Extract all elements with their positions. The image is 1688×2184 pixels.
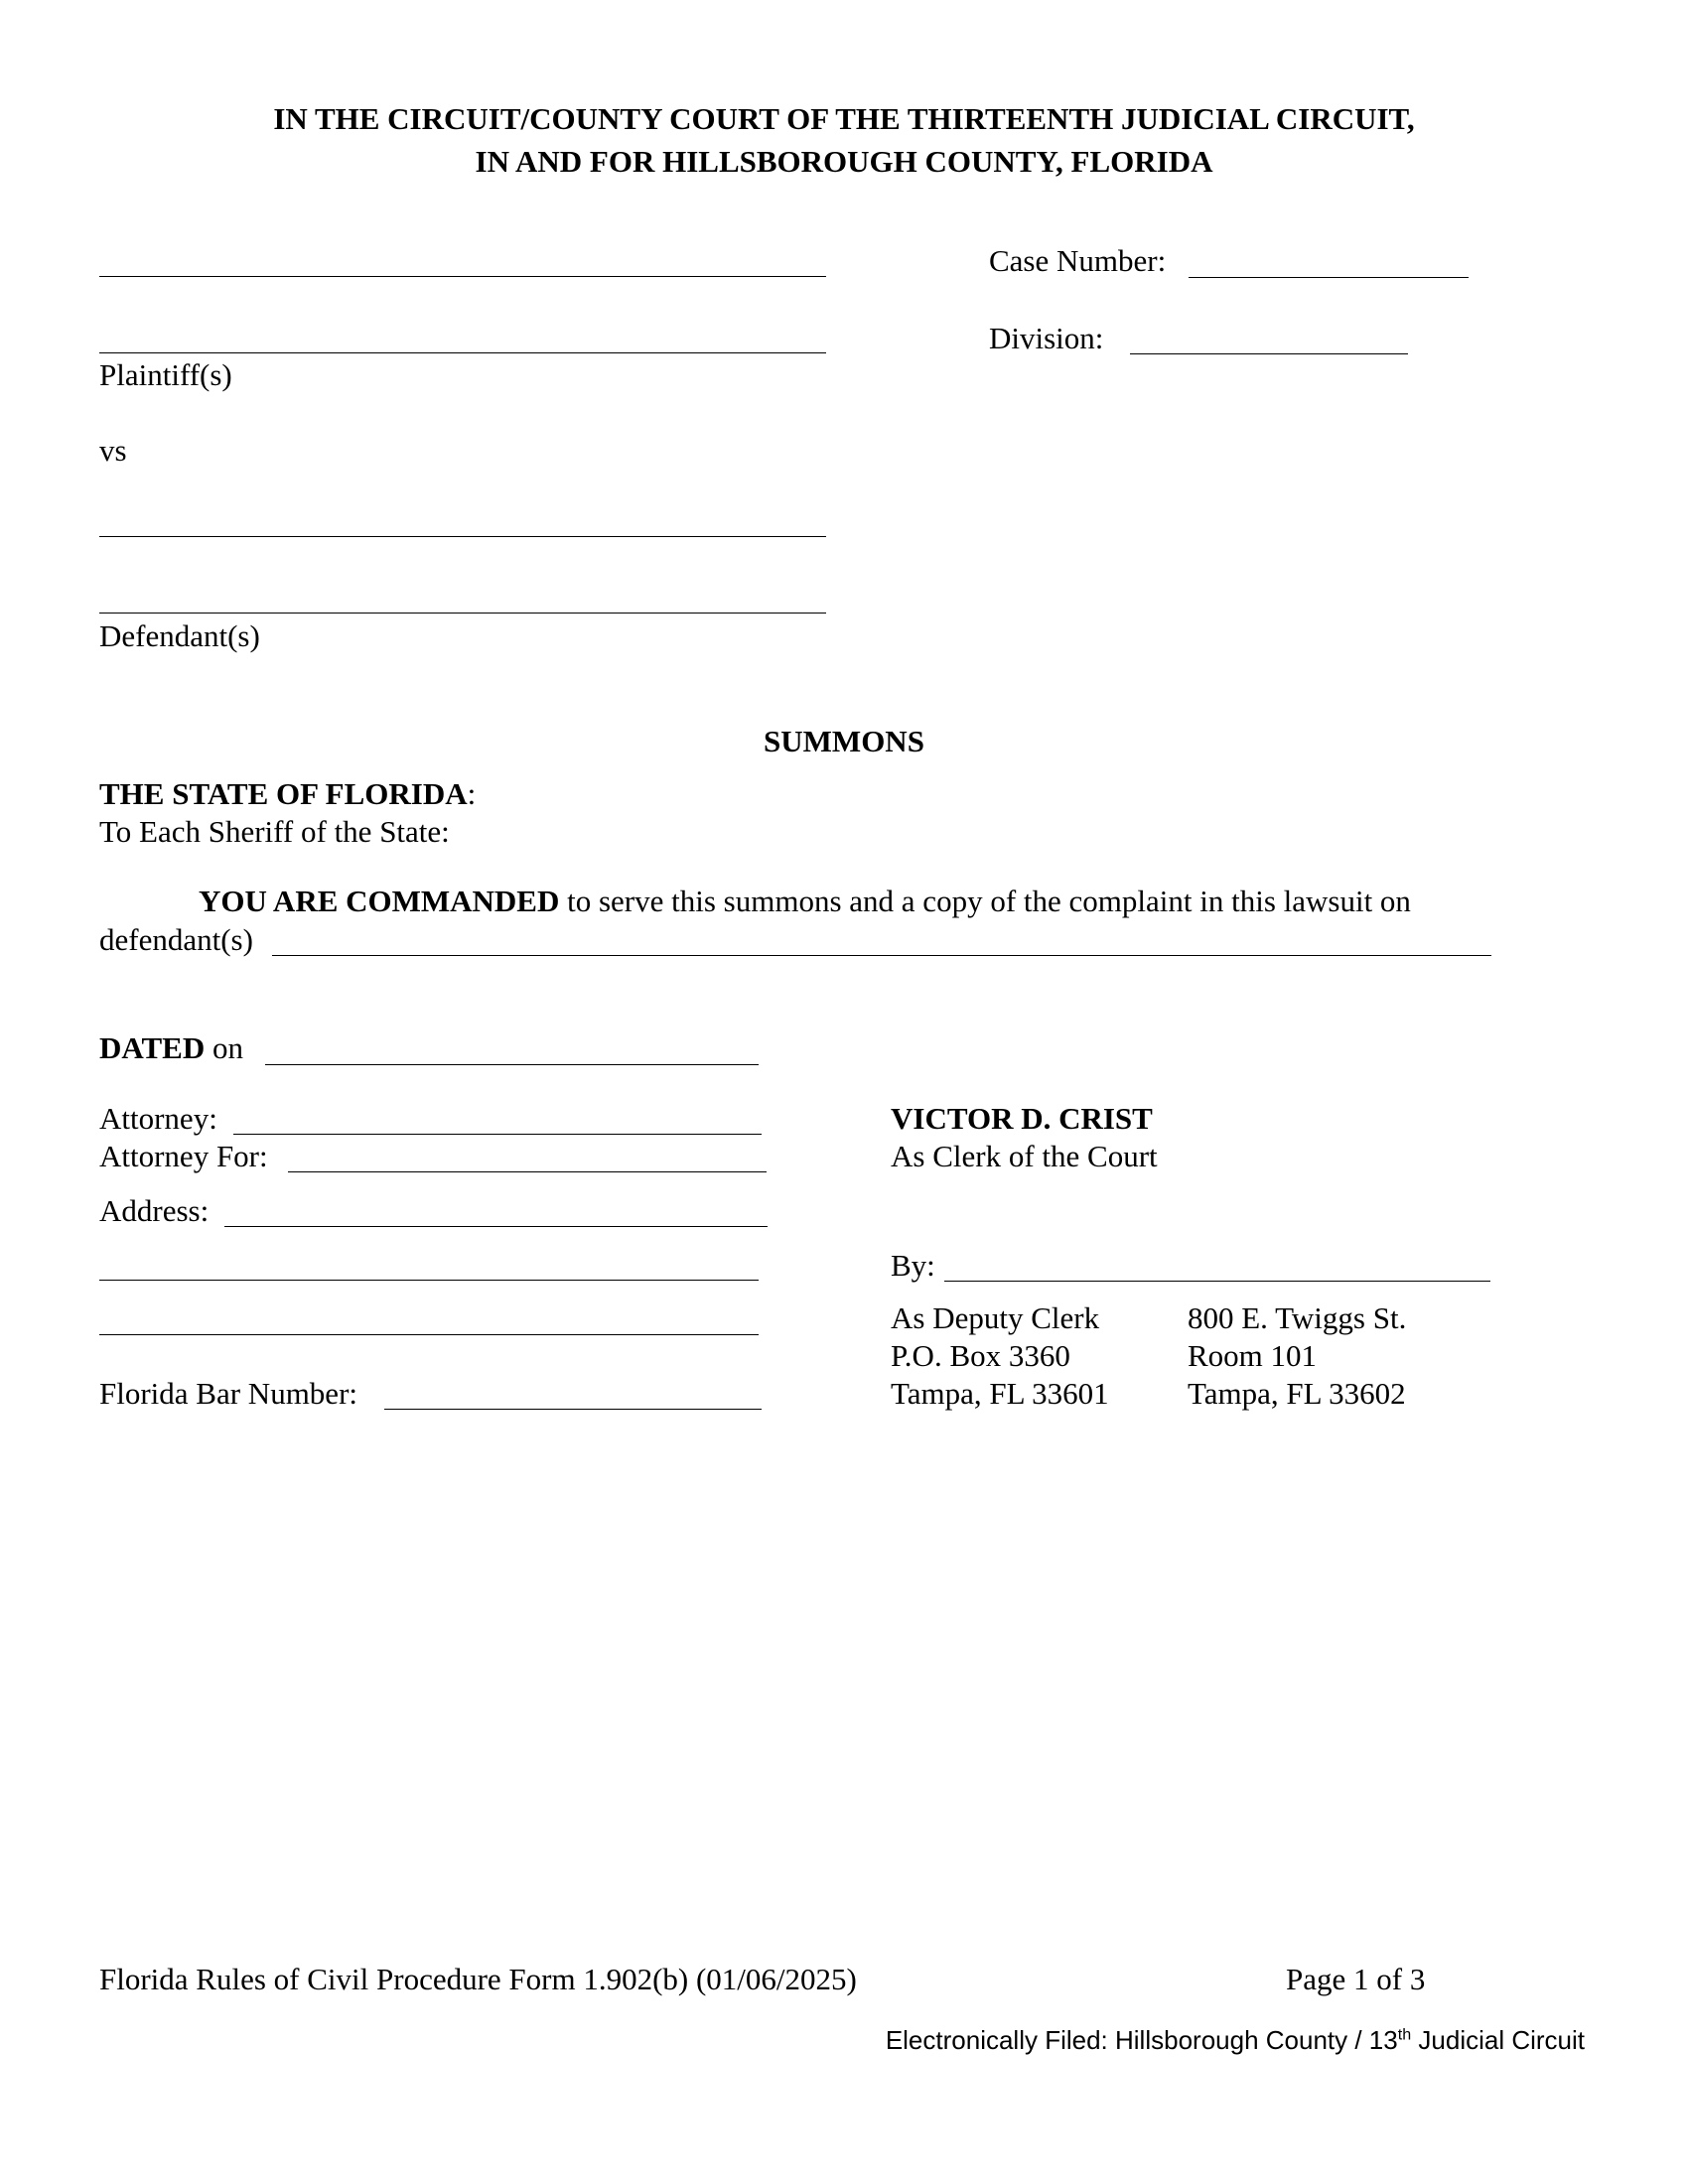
dated-on: on [205, 1030, 243, 1065]
case-number-label: Case Number: [989, 243, 1167, 278]
address-field-3[interactable] [99, 1334, 759, 1335]
court-heading-line-2: IN AND FOR HILLSBOROUGH COUNTY, FLORIDA [475, 144, 1213, 179]
po-box: P.O. Box 3360 [891, 1338, 1070, 1373]
court-heading-line-1: IN THE CIRCUIT/COUNTY COURT OF THE THIRTEENTH JUDICIAL CIRCUIT, [273, 101, 1415, 136]
plaintiff-label: Plaintiff(s) [99, 357, 232, 392]
attorney-field[interactable] [233, 1134, 762, 1135]
deputy-clerk-label: As Deputy Clerk [891, 1300, 1100, 1335]
division-label: Division: [989, 321, 1104, 355]
division-field[interactable] [1130, 353, 1408, 354]
deputy-signature-field[interactable] [944, 1281, 1490, 1282]
form-citation: Florida Rules of Civil Procedure Form 1.902(b) (01/06/2025) [99, 1962, 857, 1996]
dated-label [99, 1029, 243, 1066]
defendant-line-1[interactable] [99, 536, 826, 537]
address-field-1[interactable] [224, 1226, 768, 1227]
clerk-name: VICTOR D. CRIST [891, 1101, 1153, 1136]
efiled-prefix: Electronically Filed: Hillsborough County / 13 [885, 2025, 1398, 2055]
commanded-rest: to serve this summons and a copy of the complaint in this lawsuit on [559, 884, 1411, 918]
address-label: Address: [99, 1193, 210, 1228]
room-number: Room 101 [1188, 1338, 1318, 1373]
mailing-city: Tampa, FL 33601 [891, 1376, 1109, 1411]
plaintiff-line-1[interactable] [99, 276, 826, 277]
defendants-label: defendant(s) [99, 922, 253, 957]
street-address: 800 E. Twiggs St. [1188, 1300, 1407, 1335]
bar-number-field[interactable] [384, 1409, 762, 1410]
state-colon: : [467, 776, 477, 811]
efiled-ordinal: th [1397, 2025, 1412, 2044]
attorney-for-field[interactable] [288, 1171, 767, 1172]
to-each-sheriff: To Each Sheriff of the State: [99, 814, 450, 849]
address-field-2[interactable] [99, 1280, 759, 1281]
attorney-label: Attorney: [99, 1101, 217, 1136]
dated-bold: DATED [99, 1030, 206, 1065]
attorney-for-label: Attorney For: [99, 1139, 268, 1173]
dated-field[interactable] [265, 1064, 759, 1065]
case-number-field[interactable] [1189, 277, 1469, 278]
bar-number-label: Florida Bar Number: [99, 1376, 358, 1411]
plaintiff-line-2[interactable] [99, 352, 826, 353]
commanded-bold: YOU ARE COMMANDED [199, 884, 560, 918]
state-of-florida-label: THE STATE OF FLORIDA [99, 776, 468, 811]
defendant-label: Defendant(s) [99, 618, 260, 653]
state-of-florida [99, 775, 476, 812]
vs-label: vs [99, 433, 127, 468]
efiled-suffix: Judicial Circuit [1411, 2025, 1585, 2055]
efiled-stamp [886, 2025, 1585, 2056]
commanded-sentence [199, 883, 1411, 919]
summons-title: SUMMONS [764, 724, 924, 758]
clerk-title: As Clerk of the Court [891, 1139, 1158, 1173]
defendants-field[interactable] [272, 955, 1491, 956]
defendant-line-2[interactable] [99, 613, 826, 614]
page-number: Page 1 of 3 [1286, 1962, 1426, 1996]
street-city: Tampa, FL 33602 [1188, 1376, 1406, 1411]
by-label: By: [891, 1248, 935, 1283]
